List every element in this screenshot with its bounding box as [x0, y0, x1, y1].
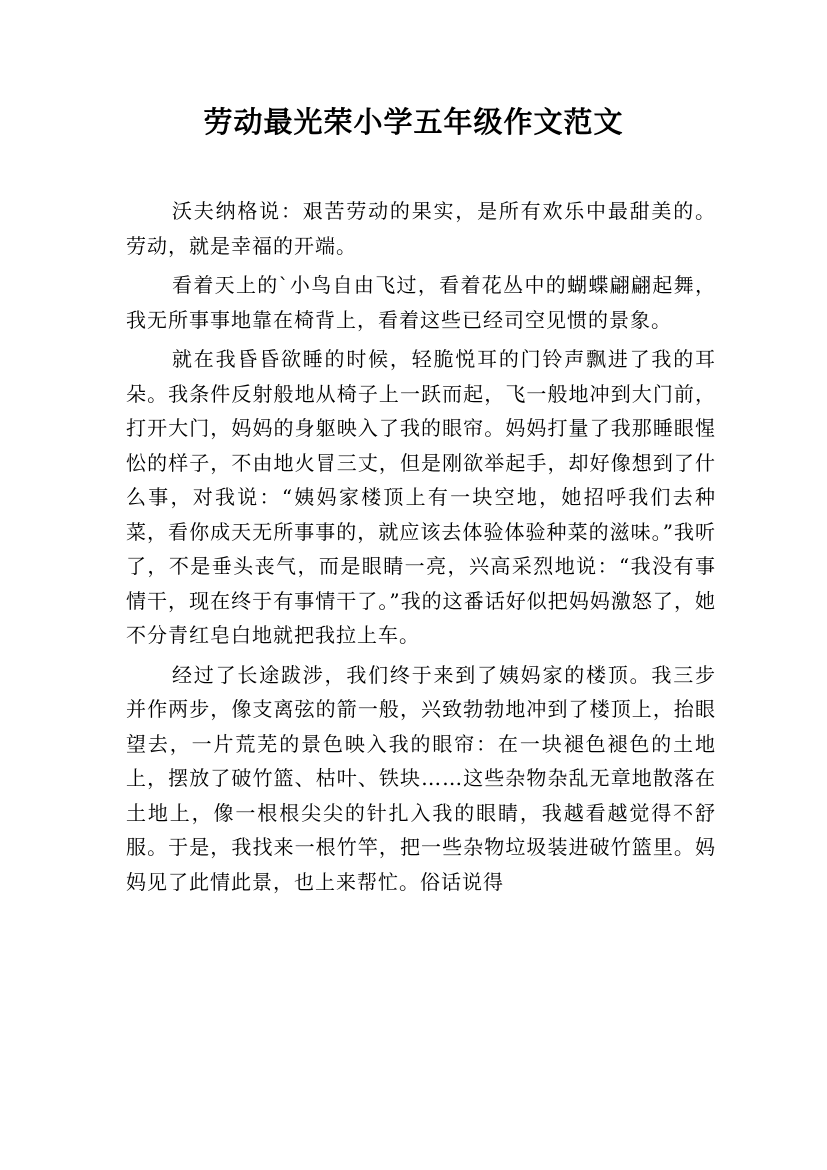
- paragraph-2: 看着天上的`小鸟自由飞过，看着花丛中的蝴蝶翩翩起舞，我无所事事地靠在椅背上，看着这些已经司空见惯的景象。: [126, 273, 716, 332]
- paragraph-4: 经过了长途跋涉，我们终于来到了姨妈家的楼顶。我三步并作两步，像支离弦的箭一般，兴致勃勃地冲到了楼顶上，抬眼望去，一片荒芜的景色映入我的眼帘：在一块褪色褪色的土地上，摆放了破竹篮、枯叶、铁块……这些杂物杂乱无章地散落在土地上，像一根根尖尖的针扎入我的眼睛，我越看越觉得不舒服。于是，我找来一根竹竿，把一些杂物垃圾装进破竹篮里。妈妈见了此情此景，也上来帮忙。俗话说得: [126, 662, 716, 894]
- paragraph-3: 就在我昏昏欲睡的时候，轻脆悦耳的门铃声飘进了我的耳朵。我条件反射般地从椅子上一跃而起，飞一般地冲到大门前，打开大门，妈妈的身躯映入了我的眼帘。妈妈打量了我那睡眼惺忪的样子，不由地火冒三丈，但是刚欲举起手，却好像想到了什么事，对我说：“姨妈家楼顶上有一块空地，她招呼我们去种菜，看你成天无所事事的，就应该去体验体验种菜的滋味。”我听了，不是垂头丧气，而是眼睛一亮，兴高采烈地说：“我没有事情干，现在终于有事情干了。”我的这番话好似把妈妈激怒了，她不分青红皂白地就把我拉上车。: [126, 347, 716, 647]
- document-title: 劳动最光荣小学五年级作文范文: [203, 105, 624, 139]
- paragraph-1: 沃夫纳格说：艰苦劳动的果实，是所有欢乐中最甜美的。劳动，就是幸福的开端。: [126, 199, 716, 258]
- article-body: [126, 194, 716, 904]
